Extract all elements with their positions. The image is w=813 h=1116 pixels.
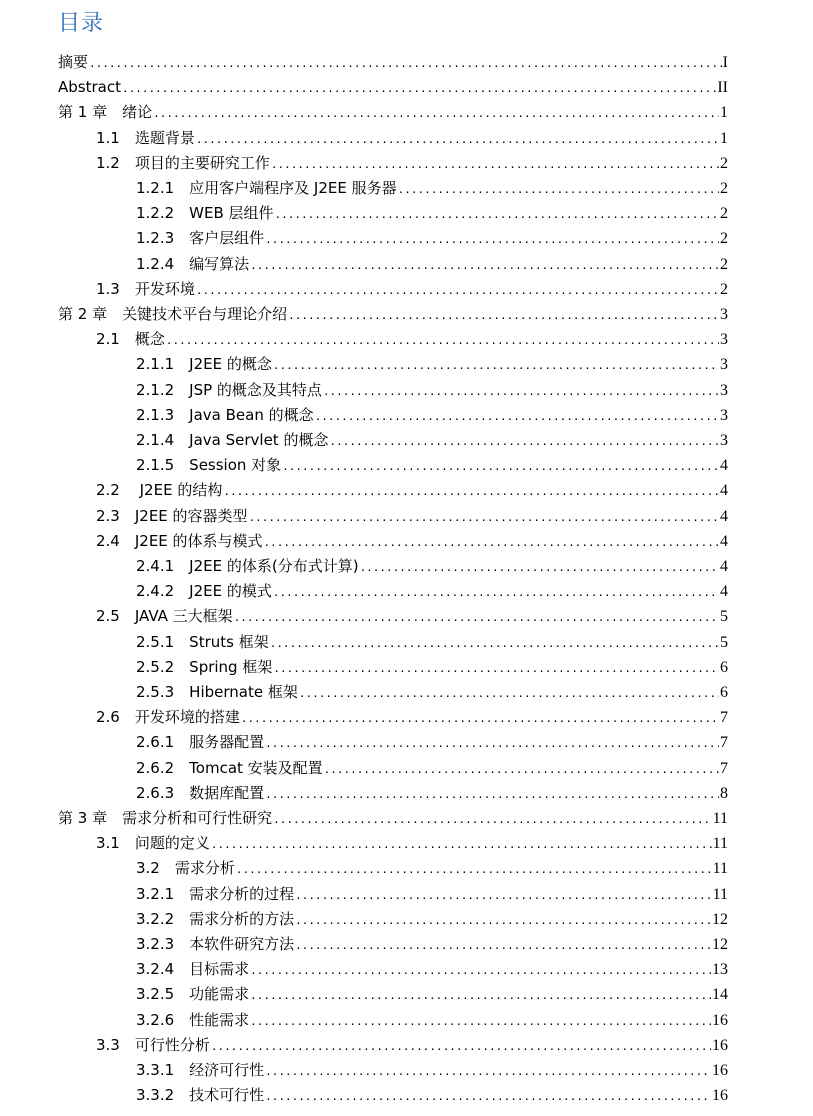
toc-entry-label: 3.1 问题的定义 bbox=[96, 834, 210, 852]
toc-leader-dots bbox=[234, 606, 719, 630]
toc-entry-label: 2.4.2 J2EE 的模式 bbox=[136, 582, 272, 600]
toc-entry[interactable] bbox=[96, 1033, 728, 1057]
toc-entry[interactable] bbox=[136, 630, 728, 654]
toc-entry[interactable] bbox=[136, 781, 728, 805]
toc-entry-page: 3 bbox=[720, 432, 728, 449]
toc-entry-label: 1.1 选题背景 bbox=[96, 129, 195, 147]
toc-entry-page: 8 bbox=[720, 785, 728, 802]
toc-leader-dots bbox=[323, 380, 719, 404]
toc-entry-page: 4 bbox=[720, 457, 728, 474]
toc-entry-label: 3.2.2 需求分析的方法 bbox=[136, 910, 295, 928]
toc-entry-label: 第 2 章 关键技术平台与理论介绍 bbox=[58, 305, 288, 323]
toc-leader-dots bbox=[265, 228, 719, 252]
toc-entry-page: 7 bbox=[720, 760, 728, 777]
toc-leader-dots bbox=[153, 102, 719, 126]
toc-entry[interactable] bbox=[96, 478, 728, 502]
toc-leader-dots bbox=[273, 354, 719, 378]
toc-entry[interactable] bbox=[58, 302, 728, 326]
toc-leader-dots bbox=[241, 707, 719, 731]
toc-entry-page: 4 bbox=[720, 508, 728, 525]
toc-entry-label: 3.2.1 需求分析的过程 bbox=[136, 885, 295, 903]
toc-leader-dots bbox=[211, 833, 712, 857]
toc-leader-dots bbox=[265, 1060, 711, 1084]
toc-entry-page: 7 bbox=[720, 709, 728, 726]
toc-leader-dots bbox=[295, 884, 711, 908]
toc-leader-dots bbox=[89, 52, 722, 76]
toc-entry-label: 3.2 需求分析 bbox=[136, 859, 235, 877]
toc-leader-dots bbox=[223, 480, 719, 504]
toc-entry-page: 3 bbox=[720, 382, 728, 399]
toc-leader-dots bbox=[288, 304, 719, 328]
toc-entry-page: 3 bbox=[720, 306, 728, 323]
toc-entry-label: 2.3 J2EE 的容器类型 bbox=[96, 507, 248, 525]
toc-entry-page: 5 bbox=[720, 634, 728, 651]
toc-entry[interactable] bbox=[136, 907, 728, 931]
toc-entry-page: 11 bbox=[712, 835, 728, 852]
toc-leader-dots bbox=[273, 808, 712, 832]
toc-entry[interactable] bbox=[136, 453, 728, 477]
toc-leader-dots bbox=[250, 254, 719, 278]
toc-entry[interactable] bbox=[136, 1058, 728, 1082]
toc-entry[interactable] bbox=[96, 126, 728, 150]
toc-entry-label: 2.4.1 J2EE 的体系(分布式计算) bbox=[136, 557, 359, 575]
toc-leader-dots bbox=[324, 758, 719, 782]
toc-leader-dots bbox=[211, 1035, 711, 1059]
toc-entry-page: 2 bbox=[720, 281, 728, 298]
toc-entry[interactable] bbox=[136, 352, 728, 376]
toc-entry-label: 1.2 项目的主要研究工作 bbox=[96, 154, 270, 172]
toc-leader-dots bbox=[299, 682, 719, 706]
toc-entry[interactable] bbox=[58, 75, 728, 99]
toc-entry-label: 2.5.1 Struts 框架 bbox=[136, 633, 269, 651]
toc-entry-label: 1.2.4 编写算法 bbox=[136, 255, 250, 273]
toc-entry-page: 4 bbox=[720, 558, 728, 575]
toc-entry[interactable] bbox=[136, 428, 728, 452]
toc-entry-label: 2.1 概念 bbox=[96, 330, 165, 348]
toc-entry[interactable] bbox=[136, 756, 728, 780]
toc-entry[interactable] bbox=[58, 100, 728, 124]
toc-entry-label: 2.1.3 Java Bean 的概念 bbox=[136, 406, 314, 424]
toc-entry[interactable] bbox=[136, 252, 728, 276]
toc-entry-page: 3 bbox=[720, 356, 728, 373]
toc-entry[interactable] bbox=[96, 151, 728, 175]
toc-entry-label: 2.1.1 J2EE 的概念 bbox=[136, 355, 272, 373]
toc-entry-page: 3 bbox=[720, 331, 728, 348]
toc-leader-dots bbox=[329, 430, 719, 454]
toc-leader-dots bbox=[271, 153, 719, 177]
toc-leader-dots bbox=[273, 581, 719, 605]
toc-entry-page: I bbox=[722, 54, 728, 71]
toc-entry-label: 1.2.3 客户层组件 bbox=[136, 229, 265, 247]
toc-entry-page: 2 bbox=[720, 155, 728, 172]
toc-entry[interactable] bbox=[136, 882, 728, 906]
toc-entry-page: 2 bbox=[720, 180, 728, 197]
toc-entry[interactable] bbox=[136, 176, 728, 200]
toc-entry[interactable] bbox=[96, 327, 728, 351]
toc-entry[interactable] bbox=[136, 730, 728, 754]
toc-entry-label: 3.2.5 功能需求 bbox=[136, 985, 250, 1003]
toc-title: 目录 bbox=[58, 11, 105, 36]
toc-entry-page: 5 bbox=[720, 608, 728, 625]
toc-entry-page: 7 bbox=[720, 734, 728, 751]
toc-entry-label: 3.3 可行性分析 bbox=[96, 1036, 210, 1054]
toc-entry-page: 4 bbox=[720, 583, 728, 600]
toc-entry-label: 第 3 章 需求分析和可行性研究 bbox=[58, 809, 273, 827]
toc-entry-page: 11 bbox=[712, 860, 728, 877]
toc-entry-page: 2 bbox=[720, 256, 728, 273]
toc-entry-page: 4 bbox=[720, 533, 728, 550]
toc-leader-dots bbox=[295, 909, 711, 933]
toc-entry-page: 1 bbox=[720, 104, 728, 121]
toc-entry-label: 3.3.2 技术可行性 bbox=[136, 1086, 265, 1104]
toc-entry-page: 2 bbox=[720, 230, 728, 247]
toc-leader-dots bbox=[196, 279, 719, 303]
toc-entry[interactable] bbox=[136, 957, 728, 981]
toc-entry-label: 2.5.3 Hibernate 框架 bbox=[136, 683, 298, 701]
toc-entry[interactable] bbox=[58, 806, 728, 830]
toc-entry-label: 3.2.3 本软件研究方法 bbox=[136, 935, 295, 953]
toc-entry-label: 第 1 章 绪论 bbox=[58, 103, 153, 121]
toc-entry[interactable] bbox=[96, 277, 728, 301]
toc-entry-page: 6 bbox=[720, 684, 728, 701]
toc-entry-label: 2.1.4 Java Servlet 的概念 bbox=[136, 431, 329, 449]
toc-leader-dots bbox=[166, 329, 719, 353]
toc-entry[interactable] bbox=[136, 579, 728, 603]
toc-entry[interactable] bbox=[96, 529, 728, 553]
toc-entry-label: 1.2.2 WEB 层组件 bbox=[136, 204, 274, 222]
toc-entry[interactable] bbox=[96, 504, 728, 528]
toc-entry-page: 1 bbox=[720, 130, 728, 147]
toc-entry-label: 2.5 JAVA 三大框架 bbox=[96, 607, 233, 625]
toc-entry-page: II bbox=[717, 79, 728, 96]
toc-leader-dots bbox=[265, 783, 719, 807]
toc-entry-page: 6 bbox=[720, 659, 728, 676]
toc-leader-dots bbox=[249, 506, 719, 530]
toc-entry-label: 2.6.1 服务器配置 bbox=[136, 733, 265, 751]
toc-entry-label: 摘要 bbox=[58, 53, 89, 71]
toc-entry[interactable] bbox=[136, 982, 728, 1006]
toc-entry-label: 2.6 开发环境的搭建 bbox=[96, 708, 240, 726]
toc-leader-dots bbox=[273, 657, 719, 681]
toc-leader-dots bbox=[265, 1085, 711, 1109]
toc-entry-page: 14 bbox=[712, 986, 728, 1003]
toc-entry[interactable] bbox=[96, 831, 728, 855]
toc-leader-dots bbox=[196, 128, 719, 152]
toc-entry-page: 16 bbox=[712, 1062, 728, 1079]
toc-entry-page: 12 bbox=[712, 911, 728, 928]
toc-entry[interactable] bbox=[136, 856, 728, 880]
toc-entry-label: Abstract bbox=[58, 78, 121, 96]
toc-entry[interactable] bbox=[136, 378, 728, 402]
toc-entry-page: 16 bbox=[712, 1087, 728, 1104]
toc-entry-page: 4 bbox=[720, 482, 728, 499]
toc-entry[interactable] bbox=[96, 705, 728, 729]
toc-entry[interactable] bbox=[136, 403, 728, 427]
toc-leader-dots bbox=[236, 858, 712, 882]
toc-leader-dots bbox=[315, 405, 719, 429]
toc-entry-page: 3 bbox=[720, 407, 728, 424]
toc-entry-label: 2.4 J2EE 的体系与模式 bbox=[96, 532, 263, 550]
toc-leader-dots bbox=[360, 556, 719, 580]
toc-entry-label: 3.3.1 经济可行性 bbox=[136, 1061, 265, 1079]
toc-entry-label: 2.5.2 Spring 框架 bbox=[136, 658, 273, 676]
toc-leader-dots bbox=[264, 531, 719, 555]
toc-entry[interactable] bbox=[58, 50, 728, 74]
toc-entry[interactable] bbox=[136, 1083, 728, 1107]
toc-leader-dots bbox=[270, 632, 719, 656]
toc-entry-label: 2.6.3 数据库配置 bbox=[136, 784, 265, 802]
toc-entry[interactable] bbox=[136, 680, 728, 704]
toc-leader-dots bbox=[265, 732, 719, 756]
toc-entry-label: 2.2 J2EE 的结构 bbox=[96, 481, 223, 499]
toc-leader-dots bbox=[275, 203, 719, 227]
toc-entry-page: 11 bbox=[712, 886, 728, 903]
toc-entry[interactable] bbox=[136, 932, 728, 956]
toc-entry-page: 16 bbox=[712, 1037, 728, 1054]
toc-entry-page: 11 bbox=[712, 810, 728, 827]
toc-leader-dots bbox=[250, 984, 711, 1008]
toc-leader-dots bbox=[398, 178, 719, 202]
toc-entry-label: 1.2.1 应用客户端程序及 J2EE 服务器 bbox=[136, 179, 397, 197]
toc-entry[interactable] bbox=[136, 201, 728, 225]
toc-entry[interactable] bbox=[136, 226, 728, 250]
toc-entry[interactable] bbox=[136, 1008, 728, 1032]
toc-entry-label: 2.6.2 Tomcat 安装及配置 bbox=[136, 759, 323, 777]
toc-entry-label: 3.2.6 性能需求 bbox=[136, 1011, 250, 1029]
toc-leader-dots bbox=[250, 1010, 711, 1034]
toc-entry-label: 2.1.5 Session 对象 bbox=[136, 456, 282, 474]
toc-entry[interactable] bbox=[136, 655, 728, 679]
toc-entry-page: 16 bbox=[712, 1012, 728, 1029]
toc-leader-dots bbox=[122, 77, 716, 101]
toc-entry[interactable] bbox=[136, 554, 728, 578]
toc-entry-label: 1.3 开发环境 bbox=[96, 280, 195, 298]
toc-entry-label: 2.1.2 JSP 的概念及其特点 bbox=[136, 381, 322, 399]
toc-entry-page: 13 bbox=[712, 961, 728, 978]
toc-entry-label: 3.2.4 目标需求 bbox=[136, 960, 250, 978]
toc-leader-dots bbox=[282, 455, 719, 479]
toc-entry[interactable] bbox=[96, 604, 728, 628]
toc-leader-dots bbox=[295, 934, 711, 958]
toc-entry-page: 2 bbox=[720, 205, 728, 222]
toc-entry-page: 12 bbox=[712, 936, 728, 953]
toc-leader-dots bbox=[250, 959, 711, 983]
